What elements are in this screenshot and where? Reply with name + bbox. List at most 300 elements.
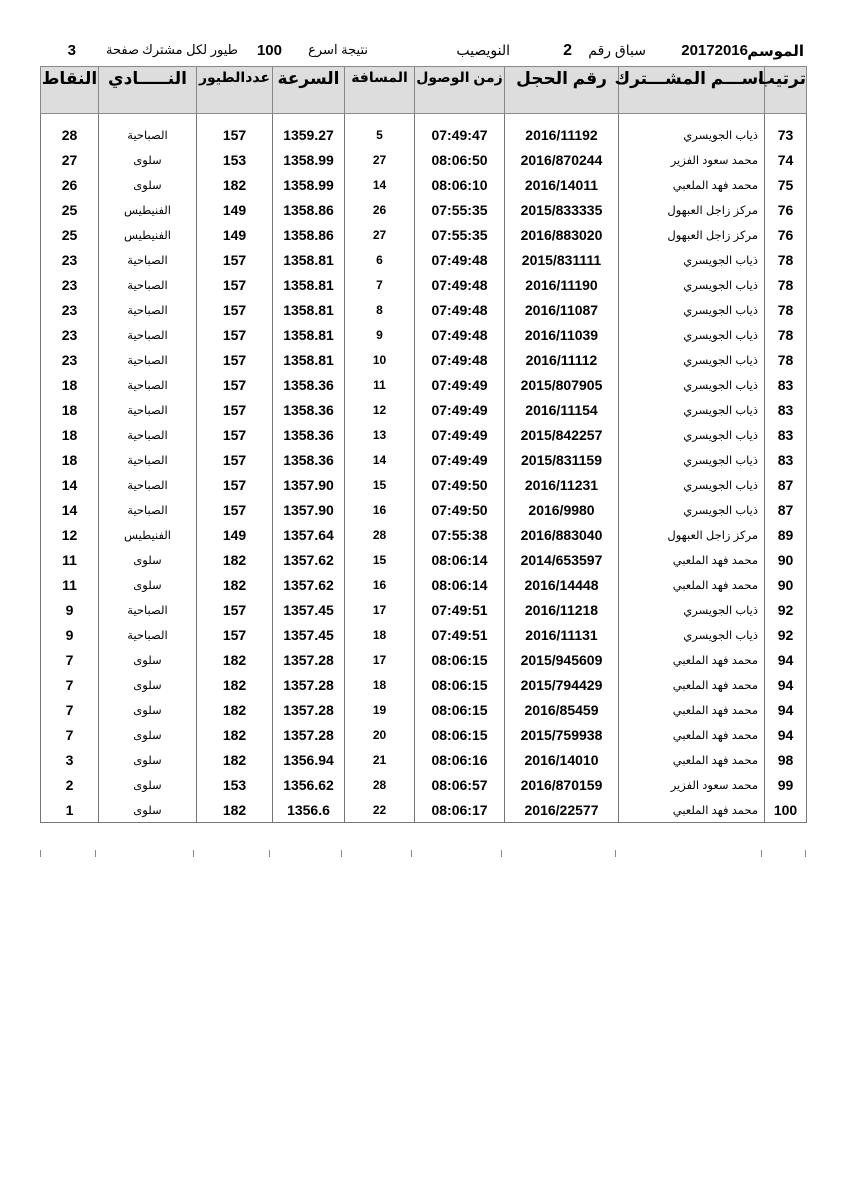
bird-count-cell: 182 (197, 672, 273, 697)
member-name-cell: ذياب الجويسري (619, 347, 765, 372)
bird-count-cell: 157 (197, 322, 273, 347)
points-cell: 25 (41, 222, 99, 247)
arrival-time-cell: 07:49:49 (415, 422, 505, 447)
points-cell: 26 (41, 172, 99, 197)
club-cell: الصباحية (99, 322, 197, 347)
member-name-cell: ذياب الجويسري (619, 447, 765, 472)
points-cell: 23 (41, 272, 99, 297)
rank-cell: 76 (765, 197, 807, 222)
rank-cell: 87 (765, 472, 807, 497)
member-name-cell: محمد فهد الملعبي (619, 722, 765, 747)
distance-cell: 7 (345, 272, 415, 297)
points-cell: 7 (41, 647, 99, 672)
ring-number-cell: 2016/870244 (505, 147, 619, 172)
speed-cell: 1358.81 (273, 297, 345, 322)
arrival-time-cell: 07:49:51 (415, 597, 505, 622)
points-cell: 3 (41, 747, 99, 772)
bird-count-cell: 182 (197, 547, 273, 572)
ring-number-cell: 2016/883040 (505, 522, 619, 547)
bird-count-cell: 182 (197, 572, 273, 597)
club-cell: سلوى (99, 572, 197, 597)
member-name-cell: مركز زاجل العبهول (619, 197, 765, 222)
table-row (41, 747, 807, 772)
distance-cell: 20 (345, 722, 415, 747)
member-name-cell: ذياب الجويسري (619, 597, 765, 622)
bird-count-cell: 157 (197, 372, 273, 397)
club-cell: الفنيطيس (99, 197, 197, 222)
ring-number-cell: 2016/14011 (505, 172, 619, 197)
points-cell: 11 (41, 572, 99, 597)
member-name-cell: محمد فهد الملعبي (619, 672, 765, 697)
speed-cell: 1357.28 (273, 697, 345, 722)
rank-cell: 83 (765, 447, 807, 472)
table-row (41, 547, 807, 572)
arrival-time-cell: 07:49:48 (415, 272, 505, 297)
speed-cell: 1358.36 (273, 397, 345, 422)
distance-cell: 5 (345, 122, 415, 147)
member-name-cell: ذياب الجويسري (619, 122, 765, 147)
rank-cell: 78 (765, 347, 807, 372)
arrival-time-cell: 07:49:50 (415, 472, 505, 497)
distance-cell: 16 (345, 572, 415, 597)
points-cell: 11 (41, 547, 99, 572)
member-name-cell: محمد فهد الملعبي (619, 747, 765, 772)
club-cell: الصباحية (99, 472, 197, 497)
speed-cell: 1357.28 (273, 672, 345, 697)
distance-cell: 21 (345, 747, 415, 772)
points-cell: 9 (41, 597, 99, 622)
rank-cell: 78 (765, 247, 807, 272)
club-cell: الصباحية (99, 272, 197, 297)
ring-number-cell: 2015/945609 (505, 647, 619, 672)
rank-cell: 100 (765, 797, 807, 823)
club-cell: الصباحية (99, 122, 197, 147)
points-cell: 23 (41, 322, 99, 347)
speed-cell: 1357.28 (273, 722, 345, 747)
distance-cell: 19 (345, 697, 415, 722)
rank-cell: 99 (765, 772, 807, 797)
distance-cell: 18 (345, 622, 415, 647)
speed-cell: 1358.36 (273, 422, 345, 447)
rank-cell: 90 (765, 547, 807, 572)
ring-number-cell: 2016/11218 (505, 597, 619, 622)
bird-count-cell: 182 (197, 747, 273, 772)
distance-cell: 26 (345, 197, 415, 222)
bird-count-cell: 157 (197, 272, 273, 297)
member-name-cell: ذياب الجويسري (619, 322, 765, 347)
points-cell: 25 (41, 197, 99, 222)
speed-cell: 1359.27 (273, 122, 345, 147)
speed-cell: 1356.62 (273, 772, 345, 797)
arrival-time-cell: 07:49:49 (415, 447, 505, 472)
distance-cell: 10 (345, 347, 415, 372)
points-cell: 7 (41, 697, 99, 722)
speed-cell: 1356.6 (273, 797, 345, 823)
col-header-speed: السرعة (273, 67, 345, 114)
rank-cell: 83 (765, 372, 807, 397)
ring-number-cell: 2016/11087 (505, 297, 619, 322)
club-cell: الفنيطيس (99, 222, 197, 247)
col-header-points: النقاط (41, 67, 99, 114)
race-label: سباق رقم (588, 42, 646, 58)
table-row (41, 497, 807, 522)
speed-cell: 1358.86 (273, 222, 345, 247)
race-location: النويصيب (456, 42, 510, 58)
col-header-bird-count: عددالطيور (197, 67, 273, 114)
points-cell: 7 (41, 722, 99, 747)
ring-number-cell: 2015/759938 (505, 722, 619, 747)
speed-cell: 1357.62 (273, 572, 345, 597)
speed-cell: 1358.81 (273, 322, 345, 347)
bird-count-cell: 157 (197, 247, 273, 272)
points-cell: 18 (41, 397, 99, 422)
club-cell: سلوى (99, 747, 197, 772)
table-row (41, 472, 807, 497)
bird-count-cell: 182 (197, 722, 273, 747)
speed-cell: 1358.81 (273, 247, 345, 272)
points-cell: 23 (41, 347, 99, 372)
season-label: الموسم (747, 43, 804, 60)
arrival-time-cell: 08:06:14 (415, 547, 505, 572)
member-name-cell: ذياب الجويسري (619, 372, 765, 397)
page-label: صفحة (106, 42, 139, 57)
bird-count-cell: 182 (197, 647, 273, 672)
rank-cell: 73 (765, 122, 807, 147)
points-cell: 27 (41, 147, 99, 172)
member-name-cell: محمد فهد الملعبي (619, 697, 765, 722)
points-cell: 28 (41, 122, 99, 147)
table-row (41, 697, 807, 722)
page-number: 3 (67, 42, 76, 59)
arrival-time-cell: 07:49:49 (415, 372, 505, 397)
distance-cell: 13 (345, 422, 415, 447)
table-row (41, 522, 807, 547)
season-value: 20172016 (681, 42, 748, 59)
points-cell: 18 (41, 372, 99, 397)
distance-cell: 27 (345, 147, 415, 172)
ring-number-cell: 2016/870159 (505, 772, 619, 797)
distance-cell: 11 (345, 372, 415, 397)
club-cell: الصباحية (99, 497, 197, 522)
arrival-time-cell: 08:06:14 (415, 572, 505, 597)
page-header (40, 42, 806, 64)
ring-number-cell: 2016/11039 (505, 322, 619, 347)
table-row (41, 272, 807, 297)
table-row (41, 372, 807, 397)
speed-cell: 1358.81 (273, 347, 345, 372)
ring-number-cell: 2015/807905 (505, 372, 619, 397)
ring-number-cell: 2015/833335 (505, 197, 619, 222)
member-name-cell: محمد فهد الملعبي (619, 572, 765, 597)
bird-count-cell: 157 (197, 597, 273, 622)
ring-number-cell: 2016/9980 (505, 497, 619, 522)
distance-cell: 14 (345, 172, 415, 197)
ring-number-cell: 2016/11154 (505, 397, 619, 422)
speed-cell: 1357.45 (273, 622, 345, 647)
table-row (41, 172, 807, 197)
club-cell: سلوى (99, 147, 197, 172)
club-cell: الصباحية (99, 397, 197, 422)
table-row (41, 197, 807, 222)
bird-count-cell: 153 (197, 147, 273, 172)
club-cell: الفنيطيس (99, 522, 197, 547)
bird-count-cell: 182 (197, 697, 273, 722)
member-name-cell: ذياب الجويسري (619, 397, 765, 422)
bird-count-cell: 157 (197, 122, 273, 147)
arrival-time-cell: 07:49:48 (415, 322, 505, 347)
ring-number-cell: 2016/11192 (505, 122, 619, 147)
member-name-cell: ذياب الجويسري (619, 247, 765, 272)
results-table (40, 66, 807, 823)
rank-cell: 92 (765, 597, 807, 622)
arrival-time-cell: 07:55:35 (415, 197, 505, 222)
club-cell: سلوى (99, 772, 197, 797)
member-name-cell: ذياب الجويسري (619, 472, 765, 497)
bird-count-cell: 157 (197, 472, 273, 497)
speed-cell: 1356.94 (273, 747, 345, 772)
distance-cell: 18 (345, 672, 415, 697)
rank-cell: 83 (765, 397, 807, 422)
distance-cell: 9 (345, 322, 415, 347)
speed-cell: 1358.86 (273, 197, 345, 222)
bird-count-cell: 182 (197, 172, 273, 197)
club-cell: الصباحية (99, 347, 197, 372)
rank-cell: 78 (765, 272, 807, 297)
table-row (41, 422, 807, 447)
col-header-arrival-time: زمن الوصول (415, 67, 505, 114)
club-cell: سلوى (99, 647, 197, 672)
club-cell: الصباحية (99, 597, 197, 622)
distance-cell: 17 (345, 597, 415, 622)
rank-cell: 74 (765, 147, 807, 172)
distance-cell: 16 (345, 497, 415, 522)
rank-cell: 94 (765, 672, 807, 697)
arrival-time-cell: 07:49:48 (415, 347, 505, 372)
points-cell: 7 (41, 672, 99, 697)
member-name-cell: ذياب الجويسري (619, 622, 765, 647)
table-row (41, 222, 807, 247)
points-cell: 23 (41, 247, 99, 272)
table-row (41, 622, 807, 647)
club-cell: الصباحية (99, 297, 197, 322)
speed-cell: 1357.64 (273, 522, 345, 547)
member-name-cell: محمد سعود الفزير (619, 772, 765, 797)
ring-number-cell: 2016/11131 (505, 622, 619, 647)
speed-cell: 1358.99 (273, 172, 345, 197)
distance-cell: 28 (345, 522, 415, 547)
ring-number-cell: 2016/11190 (505, 272, 619, 297)
table-row (41, 647, 807, 672)
results-body (41, 114, 807, 823)
arrival-time-cell: 07:49:49 (415, 397, 505, 422)
club-cell: الصباحية (99, 622, 197, 647)
ring-number-cell: 2015/831111 (505, 247, 619, 272)
arrival-time-cell: 07:49:51 (415, 622, 505, 647)
table-row (41, 672, 807, 697)
distance-cell: 15 (345, 547, 415, 572)
points-cell: 12 (41, 522, 99, 547)
rank-cell: 98 (765, 747, 807, 772)
arrival-time-cell: 07:49:48 (415, 247, 505, 272)
arrival-time-cell: 07:55:38 (415, 522, 505, 547)
bird-count-cell: 157 (197, 297, 273, 322)
speed-cell: 1357.90 (273, 497, 345, 522)
rank-cell: 87 (765, 497, 807, 522)
club-cell: الصباحية (99, 422, 197, 447)
rank-cell: 94 (765, 722, 807, 747)
arrival-time-cell: 08:06:50 (415, 147, 505, 172)
ring-number-cell: 2016/11231 (505, 472, 619, 497)
ring-number-cell: 2015/794429 (505, 672, 619, 697)
ring-number-cell: 2016/14010 (505, 747, 619, 772)
bird-count: 100 (256, 42, 282, 59)
bird-count-cell: 149 (197, 222, 273, 247)
col-header-rank: ترتيب (765, 67, 807, 114)
ring-number-cell: 2015/831159 (505, 447, 619, 472)
speed-cell: 1357.28 (273, 647, 345, 672)
points-cell: 18 (41, 447, 99, 472)
col-header-club: النـــــادي (99, 67, 197, 114)
bird-count-cell: 157 (197, 422, 273, 447)
rank-cell: 90 (765, 572, 807, 597)
member-name-cell: مركز زاجل العبهول (619, 222, 765, 247)
speed-cell: 1358.36 (273, 447, 345, 472)
arrival-time-cell: 08:06:17 (415, 797, 505, 823)
arrival-time-cell: 07:55:35 (415, 222, 505, 247)
ring-number-cell: 2016/14448 (505, 572, 619, 597)
bird-count-cell: 153 (197, 772, 273, 797)
bird-count-cell: 157 (197, 397, 273, 422)
speed-cell: 1357.45 (273, 597, 345, 622)
ring-number-cell: 2016/22577 (505, 797, 619, 823)
ring-number-cell: 2016/11112 (505, 347, 619, 372)
club-cell: الصباحية (99, 247, 197, 272)
member-name-cell: محمد سعود الفزير (619, 147, 765, 172)
table-row (41, 147, 807, 172)
distance-cell: 27 (345, 222, 415, 247)
ring-number-cell: 2016/85459 (505, 697, 619, 722)
distance-cell: 12 (345, 397, 415, 422)
speed-cell: 1358.81 (273, 272, 345, 297)
table-row (41, 397, 807, 422)
arrival-time-cell: 07:49:47 (415, 122, 505, 147)
points-cell: 18 (41, 422, 99, 447)
distance-cell: 8 (345, 297, 415, 322)
arrival-time-cell: 08:06:15 (415, 647, 505, 672)
speed-cell: 1357.62 (273, 547, 345, 572)
arrival-time-cell: 07:49:48 (415, 297, 505, 322)
table-row (41, 772, 807, 797)
bird-count-cell: 182 (197, 797, 273, 823)
rank-cell: 94 (765, 697, 807, 722)
table-row (41, 247, 807, 272)
member-name-cell: مركز زاجل العبهول (619, 522, 765, 547)
points-cell: 14 (41, 497, 99, 522)
speed-cell: 1358.36 (273, 372, 345, 397)
col-header-member-name: اســـم المشـــترك (619, 67, 765, 114)
arrival-time-cell: 07:49:50 (415, 497, 505, 522)
bird-count-cell: 157 (197, 497, 273, 522)
member-name-cell: محمد فهد الملعبي (619, 547, 765, 572)
arrival-time-cell: 08:06:10 (415, 172, 505, 197)
rank-cell: 89 (765, 522, 807, 547)
club-cell: سلوى (99, 797, 197, 823)
ring-number-cell: 2014/653597 (505, 547, 619, 572)
member-name-cell: ذياب الجويسري (619, 422, 765, 447)
rank-cell: 78 (765, 322, 807, 347)
member-name-cell: ذياب الجويسري (619, 272, 765, 297)
member-name-cell: محمد فهد الملعبي (619, 647, 765, 672)
ring-number-cell: 2015/842257 (505, 422, 619, 447)
table-row (41, 347, 807, 372)
club-cell: سلوى (99, 697, 197, 722)
points-cell: 14 (41, 472, 99, 497)
member-name-cell: محمد فهد الملعبي (619, 172, 765, 197)
table-row (41, 447, 807, 472)
table-header-row (41, 67, 807, 114)
bird-count-cell: 157 (197, 447, 273, 472)
bird-count-cell: 149 (197, 197, 273, 222)
result-label: نتيجة اسرع (308, 42, 368, 57)
club-cell: سلوى (99, 722, 197, 747)
member-name-cell: محمد فهد الملعبي (619, 797, 765, 823)
bird-count-cell: 157 (197, 622, 273, 647)
table-row (41, 297, 807, 322)
table-row (41, 597, 807, 622)
rank-cell: 83 (765, 422, 807, 447)
arrival-time-cell: 08:06:15 (415, 722, 505, 747)
col-header-ring-number: رقم الحجل (505, 67, 619, 114)
table-row (41, 322, 807, 347)
arrival-time-cell: 08:06:15 (415, 672, 505, 697)
member-name-cell: ذياب الجويسري (619, 497, 765, 522)
club-cell: سلوى (99, 672, 197, 697)
club-cell: سلوى (99, 172, 197, 197)
table-row (41, 572, 807, 597)
rank-cell: 75 (765, 172, 807, 197)
bird-count-cell: 157 (197, 347, 273, 372)
points-cell: 9 (41, 622, 99, 647)
arrival-time-cell: 08:06:15 (415, 697, 505, 722)
table-row (41, 797, 807, 823)
points-cell: 2 (41, 772, 99, 797)
spacer-row (41, 114, 807, 123)
distance-cell: 17 (345, 647, 415, 672)
club-cell: الصباحية (99, 372, 197, 397)
distance-cell: 28 (345, 772, 415, 797)
speed-cell: 1358.99 (273, 147, 345, 172)
table-footer-ticks (40, 850, 806, 858)
arrival-time-cell: 08:06:57 (415, 772, 505, 797)
table-row (41, 122, 807, 147)
points-cell: 1 (41, 797, 99, 823)
rank-cell: 94 (765, 647, 807, 672)
distance-cell: 15 (345, 472, 415, 497)
points-cell: 23 (41, 297, 99, 322)
club-cell: سلوى (99, 547, 197, 572)
rank-cell: 92 (765, 622, 807, 647)
bird-count-cell: 149 (197, 522, 273, 547)
race-number: 2 (563, 42, 572, 59)
table-row (41, 722, 807, 747)
ring-number-cell: 2016/883020 (505, 222, 619, 247)
distance-cell: 6 (345, 247, 415, 272)
rank-cell: 78 (765, 297, 807, 322)
arrival-time-cell: 08:06:16 (415, 747, 505, 772)
speed-cell: 1357.90 (273, 472, 345, 497)
per-member-label: طيور لكل مشترك (142, 42, 238, 57)
col-header-distance: المسافة (345, 67, 415, 114)
